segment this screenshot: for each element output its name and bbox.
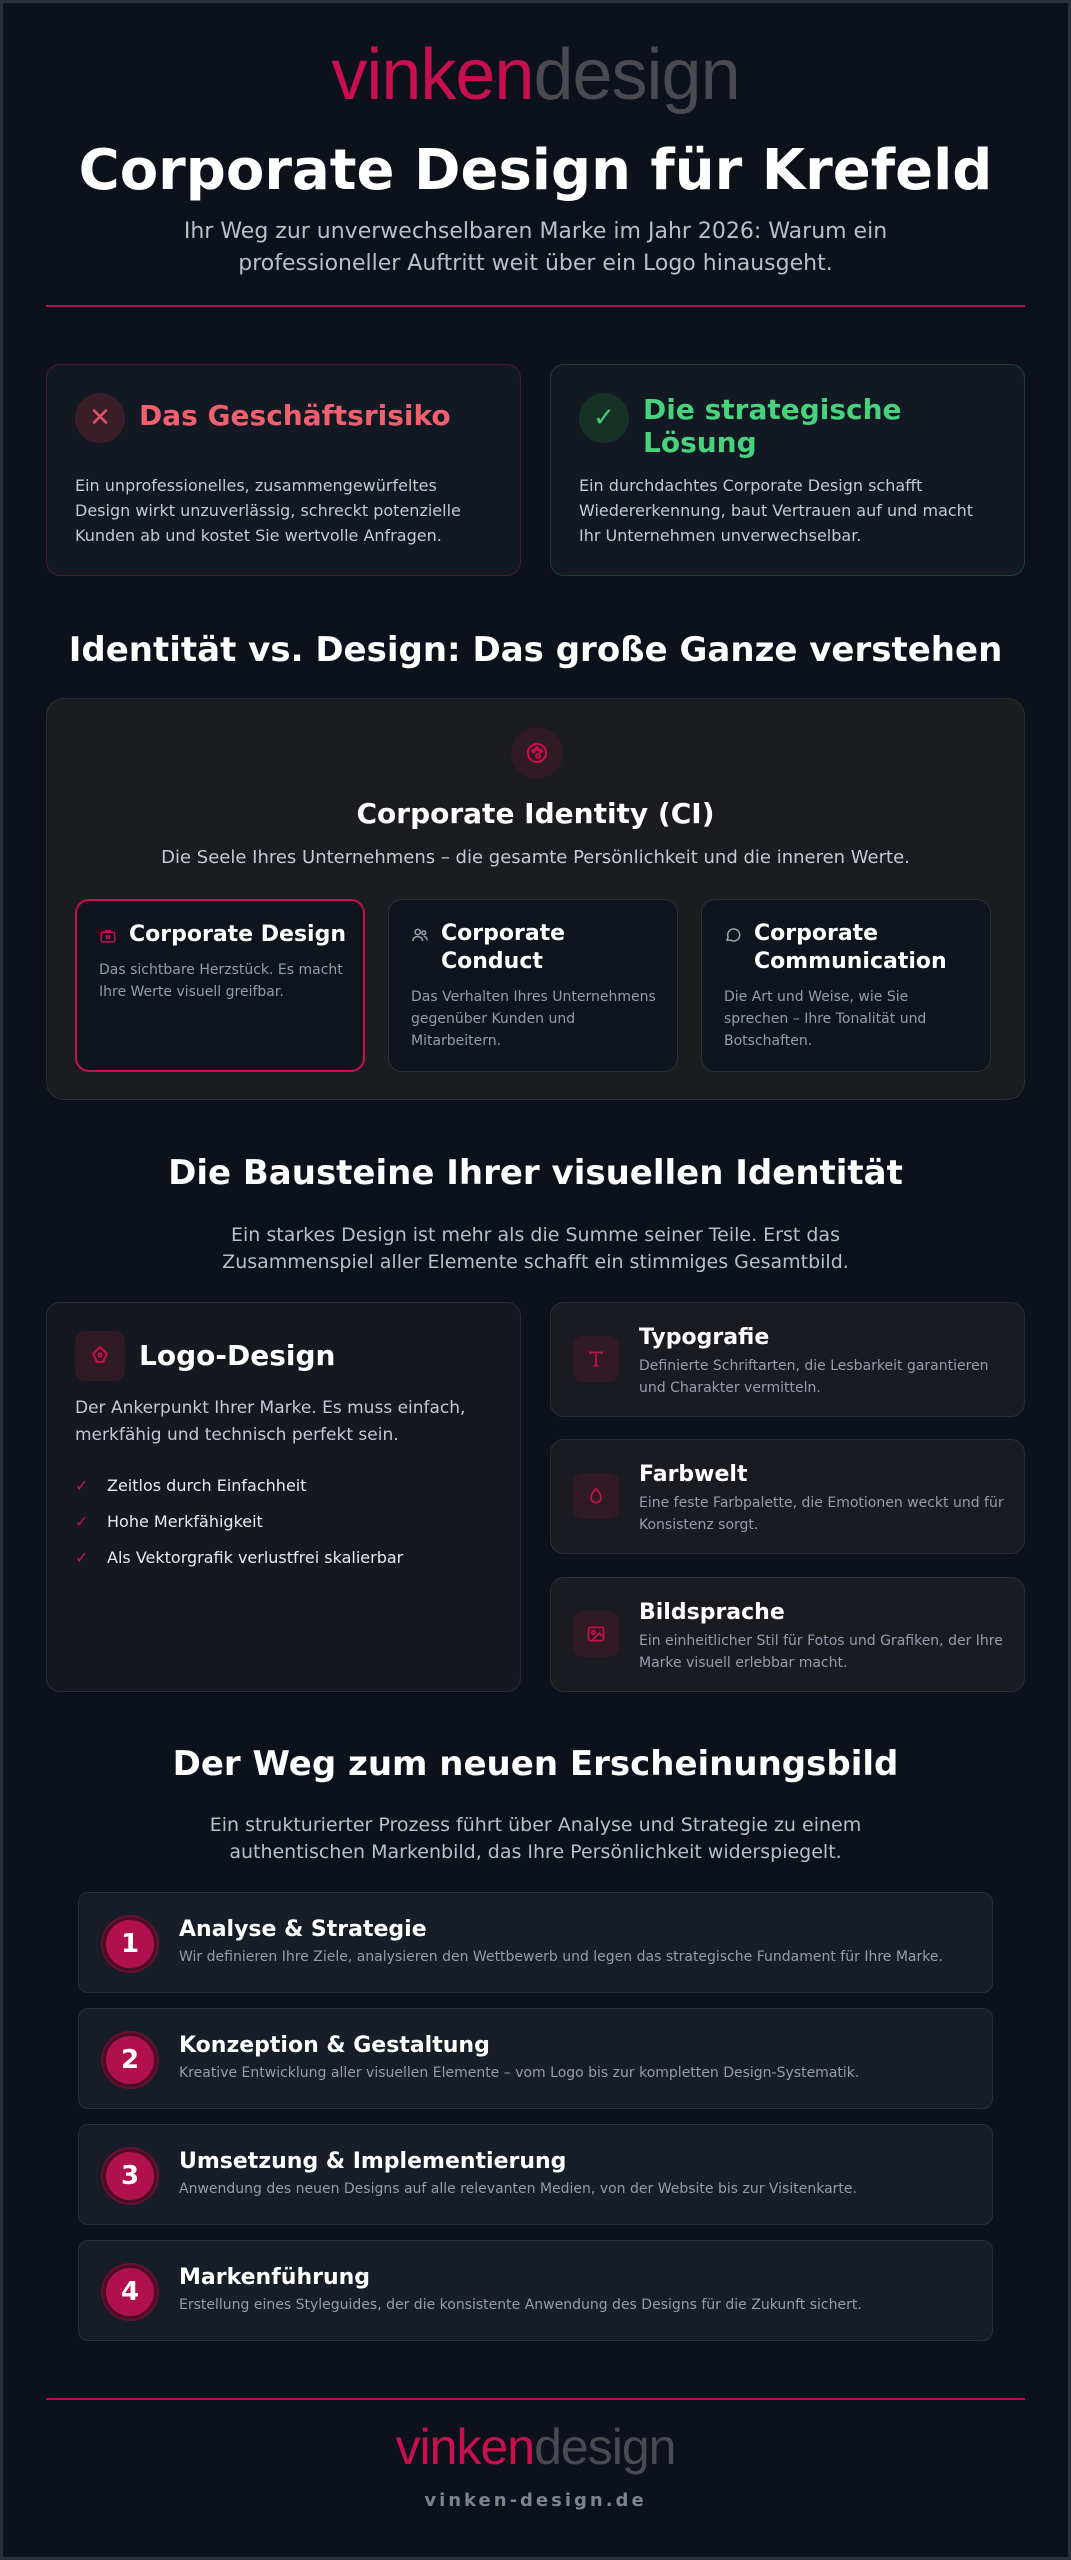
checkmark-icon: ✓ bbox=[75, 1547, 89, 1567]
identity-heading: Identität vs. Design: Das große Ganze verstehen bbox=[68, 630, 1003, 670]
risk-card bbox=[46, 364, 521, 576]
step-title: Umsetzung & Implementierung bbox=[179, 2149, 567, 2174]
image-icon bbox=[573, 1611, 619, 1657]
briefcase-icon bbox=[99, 927, 117, 950]
ci-card-communication-text: Die Art und Weise, wie Sie sprechen – Ihre Tonalität und Botschaften. bbox=[724, 989, 927, 1049]
x-icon: ✕ bbox=[75, 393, 125, 443]
step-title: Analyse & Strategie bbox=[179, 1917, 427, 1942]
solution-card bbox=[550, 364, 1025, 576]
step-text: Anwendung des neuen Designs auf alle relevanten Medien, von der Website bis zur Visitenkarte. bbox=[179, 2181, 857, 2197]
solution-title: Die strategische Lösung bbox=[643, 393, 902, 459]
logo-design-card bbox=[46, 1302, 521, 1692]
step-title: Konzeption & Gestaltung bbox=[179, 2033, 490, 2058]
check-icon: ✓ bbox=[579, 393, 629, 443]
process-heading: Der Weg zum neuen Erscheinungsbild bbox=[172, 1744, 899, 1784]
ci-card-conduct-title: Corporate Conduct bbox=[441, 921, 566, 974]
ci-card-design-title: Corporate Design bbox=[129, 922, 346, 947]
pen-tool-icon bbox=[75, 1331, 125, 1381]
process-intro: Ein strukturierter Prozess führt über Analyse und Strategie zu einem authentischen Markenbild, das Ihre Persönlichkeit widerspiegelt. bbox=[209, 1814, 862, 1863]
checkmark-icon: ✓ bbox=[75, 1511, 89, 1531]
brand-logo-part2: design bbox=[534, 2419, 676, 2475]
feature-bildsprache-title: Bildsprache bbox=[639, 1600, 785, 1625]
divider-bottom bbox=[46, 2398, 1025, 2400]
step-number: 1 bbox=[103, 1917, 157, 1971]
brand-logo-bottom bbox=[0, 2418, 1071, 2476]
website-link[interactable]: vinken-design.de bbox=[424, 2490, 647, 2511]
type-icon bbox=[573, 1336, 619, 1382]
step-number: 4 bbox=[103, 2265, 157, 2319]
checkmark-icon: ✓ bbox=[75, 1475, 89, 1495]
feature-typografie-title: Typografie bbox=[639, 1325, 770, 1350]
feature-farbwelt-title: Farbwelt bbox=[639, 1462, 748, 1487]
feature-bildsprache-text: Ein einheitlicher Stil für Fotos und Grafiken, der Ihre Marke visuell erlebbar macht. bbox=[639, 1633, 1003, 1671]
list-item: ✓ Als Vektorgrafik verlustfrei skalierbar bbox=[75, 1547, 404, 1567]
brand-logo-part1: vinken bbox=[395, 2419, 535, 2475]
feature-farbwelt bbox=[550, 1439, 1025, 1554]
feature-typografie-text: Definierte Schriftarten, die Lesbarkeit garantieren und Charakter vermitteln. bbox=[639, 1358, 989, 1396]
process-step-4 bbox=[78, 2240, 993, 2341]
ci-card-communication-title: Corporate Communication bbox=[754, 921, 947, 974]
ci-card-communication bbox=[701, 899, 991, 1072]
logo-design-title: Logo-Design bbox=[139, 1339, 336, 1372]
ci-card-conduct bbox=[388, 899, 678, 1072]
ci-subtitle: Die Seele Ihres Unternehmens – die gesamte Persönlichkeit und die inneren Werte. bbox=[161, 847, 910, 868]
brand-logo-part1: vinken bbox=[331, 35, 534, 115]
building-blocks-heading: Die Bausteine Ihrer visuellen Identität bbox=[168, 1153, 903, 1193]
corporate-identity-box bbox=[46, 698, 1025, 1100]
feature-typografie bbox=[550, 1302, 1025, 1417]
logo-checklist bbox=[75, 1467, 403, 1575]
process-step-2 bbox=[78, 2008, 993, 2109]
chat-icon bbox=[724, 926, 742, 949]
building-blocks-intro: Ein starkes Design ist mehr als die Summe seiner Teile. Erst das Zusammenspiel aller Elemente schafft ein stimmiges Gesamtbild. bbox=[222, 1224, 849, 1273]
step-title: Markenführung bbox=[179, 2265, 371, 2290]
step-text: Kreative Entwicklung aller visuellen Elemente – vom Logo bis zur kompletten Design-Systematik. bbox=[179, 2065, 860, 2081]
solution-text: Ein durchdachtes Corporate Design schafft Wiedererkennung, baut Vertrauen auf und macht Ihr Unternehmen unverwechselbar. bbox=[579, 476, 974, 545]
step-text: Wir definieren Ihre Ziele, analysieren den Wettbewerb und legen das strategische Fundament für Ihre Marke. bbox=[179, 1949, 943, 1965]
list-item: ✓ Zeitlos durch Einfachheit bbox=[75, 1475, 307, 1495]
brand-logo-top bbox=[0, 34, 1071, 116]
process-step-1 bbox=[78, 1892, 993, 1993]
ci-card-design-text: Das sichtbare Herzstück. Es macht Ihre Werte visuell greifbar. bbox=[99, 962, 343, 1000]
divider-top bbox=[46, 305, 1025, 307]
feature-bildsprache bbox=[550, 1577, 1025, 1692]
ci-card-conduct-text: Das Verhalten Ihres Unternehmens gegenüber Kunden und Mitarbeitern. bbox=[411, 989, 656, 1049]
ci-title: Corporate Identity (CI) bbox=[356, 797, 715, 830]
step-text: Erstellung eines Styleguides, der die konsistente Anwendung des Designs für die Zukunft sichert. bbox=[179, 2297, 862, 2313]
users-icon bbox=[411, 926, 429, 949]
risk-title: Das Geschäftsrisiko bbox=[139, 399, 451, 432]
risk-text: Ein unprofessionelles, zusammengewürfeltes Design wirkt unzuverlässig, schreckt potenzielle Kunden ab und kostet Sie wertvolle Anfragen. bbox=[75, 476, 461, 545]
feature-farbwelt-text: Eine feste Farbpalette, die Emotionen weckt und für Konsistenz sorgt. bbox=[639, 1495, 1004, 1533]
page-title: Corporate Design für Krefeld bbox=[78, 138, 993, 203]
palette-icon bbox=[511, 727, 563, 779]
droplet-icon bbox=[573, 1473, 619, 1519]
process-step-3 bbox=[78, 2124, 993, 2225]
brand-logo-part2: design bbox=[533, 35, 740, 115]
step-number: 3 bbox=[103, 2149, 157, 2203]
list-item: ✓ Hohe Merkfähigkeit bbox=[75, 1511, 263, 1531]
step-number: 2 bbox=[103, 2033, 157, 2087]
logo-design-text: Der Ankerpunkt Ihrer Marke. Es muss einfach, merkfähig und technisch perfekt sein. bbox=[75, 1398, 466, 1445]
page-subtitle: Ihr Weg zur unverwechselbaren Marke im Jahr 2026: Warum ein professioneller Auftritt weit über ein Logo hinausgeht. bbox=[183, 219, 888, 276]
ci-card-design bbox=[75, 899, 365, 1072]
